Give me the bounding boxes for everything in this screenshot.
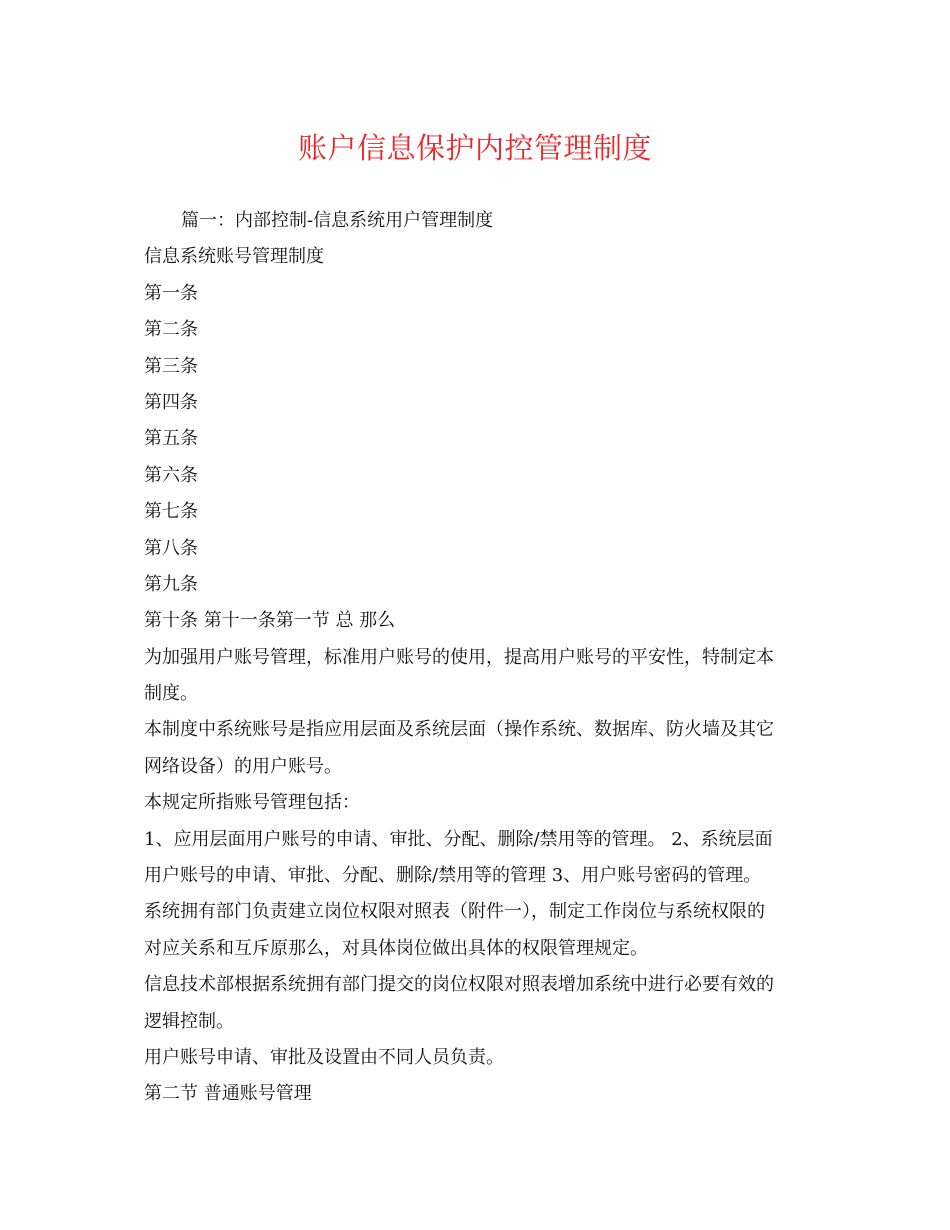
paragraph-line: 本制度中系统账号是指应用层面及系统层面（操作系统、数据库、防火墙及其它 — [144, 719, 774, 741]
paragraph-line: 网络设备）的用户账号。 — [144, 755, 342, 777]
article-2: 第二条 — [144, 319, 198, 341]
document-title: 账户信息保护内控管理制度 — [297, 131, 652, 165]
article-8: 第八条 — [144, 537, 198, 559]
paragraph-line: 用户账号的申请、审批、分配、删除/禁用等的管理 3、用户账号密码的管理。 — [144, 865, 762, 887]
article-3: 第三条 — [144, 355, 198, 377]
paragraph-line: 用户账号申请、审批及设置由不同人员负责。 — [144, 1046, 504, 1068]
chapter-heading: 篇一：内部控制-信息系统用户管理制度 — [181, 210, 494, 231]
section-title: 信息系统账号管理制度 — [144, 246, 324, 268]
article-7: 第七条 — [144, 501, 198, 523]
article-9: 第九条 — [144, 573, 198, 595]
paragraph-line: 本规定所指账号管理包括： — [144, 792, 360, 814]
article-6: 第六条 — [144, 464, 198, 486]
section-2-heading: 第二节 普通账号管理 — [144, 1083, 312, 1105]
article-4: 第四条 — [144, 391, 198, 413]
paragraph-line: 1、应用层面用户账号的申请、审批、分配、删除/禁用等的管理。 2、系统层面 — [144, 828, 773, 850]
paragraph-line: 制度。 — [144, 683, 198, 705]
paragraph-line: 对应关系和互斥原那么，对具体岗位做出具体的权限管理规定。 — [144, 937, 648, 959]
paragraph-line: 逻辑控制。 — [144, 1010, 234, 1032]
article-5: 第五条 — [144, 428, 198, 450]
article-1: 第一条 — [144, 282, 198, 304]
paragraph-line: 信息技术部根据系统拥有部门提交的岗位权限对照表增加系统中进行必要有效的 — [144, 974, 774, 996]
paragraph-line: 系统拥有部门负责建立岗位权限对照表（附件一），制定工作岗位与系统权限的 — [144, 901, 765, 923]
article-10-11-heading: 第十条 第十一条第一节 总 那么 — [144, 610, 396, 632]
paragraph-line: 为加强用户账号管理，标准用户账号的使用，提高用户账号的平安性，特制定本 — [144, 646, 774, 668]
document-body — [144, 203, 804, 1113]
